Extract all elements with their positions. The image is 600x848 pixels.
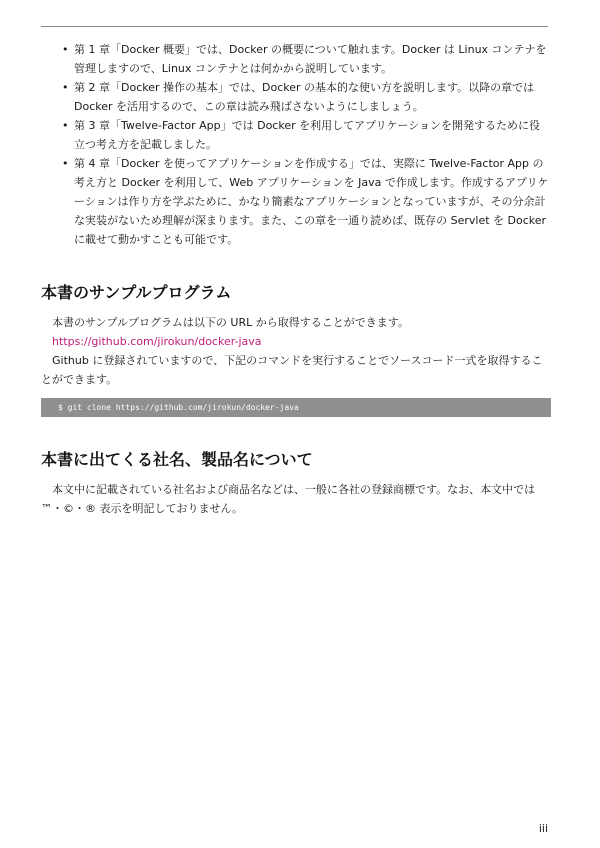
- chapter-list: [41, 40, 551, 249]
- bullet-icon: •: [62, 119, 69, 132]
- chapter-item-text: 第 1 章「Docker 概要」では、Docker の概要について触れます。Docker は Linux コンテナを管理しますので、Linux コンテナとは何かから説明しています。: [74, 43, 547, 75]
- chapter-item-3: [56, 116, 551, 154]
- chapter-item-text: 第 4 章「Docker を使ってアプリケーションを作成する」では、実際に Twelve-Factor App の考え方と Docker を利用して、Web アプリケーションを Java で作成します。作成するアプリケーションは作り方を学ぶために、かなり簡素なアプリケーションとなっていますが、その分余計な実装がないため理解が深まります。また、この章を一通り読めば、既存の Servlet を Docker に載せて動かすことも可能です。: [74, 157, 549, 246]
- page-content: [41, 40, 551, 518]
- bullet-icon: •: [62, 43, 69, 56]
- trademarks-body-text: 本文中に記載されている社名および商品名などは、一般に各社の登録商標です。なお、本文中では ™・©・® 表示を明記しておりません。: [41, 483, 536, 515]
- page-number: iii: [538, 822, 548, 835]
- trademarks-heading: 本書に出てくる社名、製品名について: [41, 450, 313, 469]
- repo-link-line: [41, 332, 551, 351]
- header-rule: [41, 26, 548, 27]
- chapter-item-2: [56, 78, 551, 116]
- chapter-item-text: 第 2 章「Docker 操作の基本」では、Docker の基本的な使い方を説明します。以降の章では Docker を活用するので、この章は読み飛ばさないようにしましょう。: [74, 81, 535, 113]
- git-clone-command: $ git clone https://github.com/jirokun/docker-java: [41, 398, 551, 417]
- sample-program-section: [41, 313, 551, 417]
- sample-intro-text: 本書のサンプルプログラムは以下の URL から取得することができます。: [52, 316, 409, 329]
- bullet-icon: •: [62, 157, 69, 170]
- sample-program-heading: 本書のサンプルプログラム: [41, 283, 232, 302]
- sample-after-text: Github に登録されていますので、下記のコマンドを実行することでソースコード一式を取得することができます。: [41, 354, 543, 386]
- chapter-item-4: [56, 154, 551, 249]
- bullet-icon: •: [62, 81, 69, 94]
- repo-link[interactable]: https://github.com/jirokun/docker-java: [52, 335, 262, 348]
- trademarks-section: [41, 480, 551, 518]
- chapter-item-1: [56, 40, 551, 78]
- chapter-item-text: 第 3 章「Twelve-Factor App」では Docker を利用してアプリケーションを開発するために役立つ考え方を記載しました。: [74, 119, 541, 151]
